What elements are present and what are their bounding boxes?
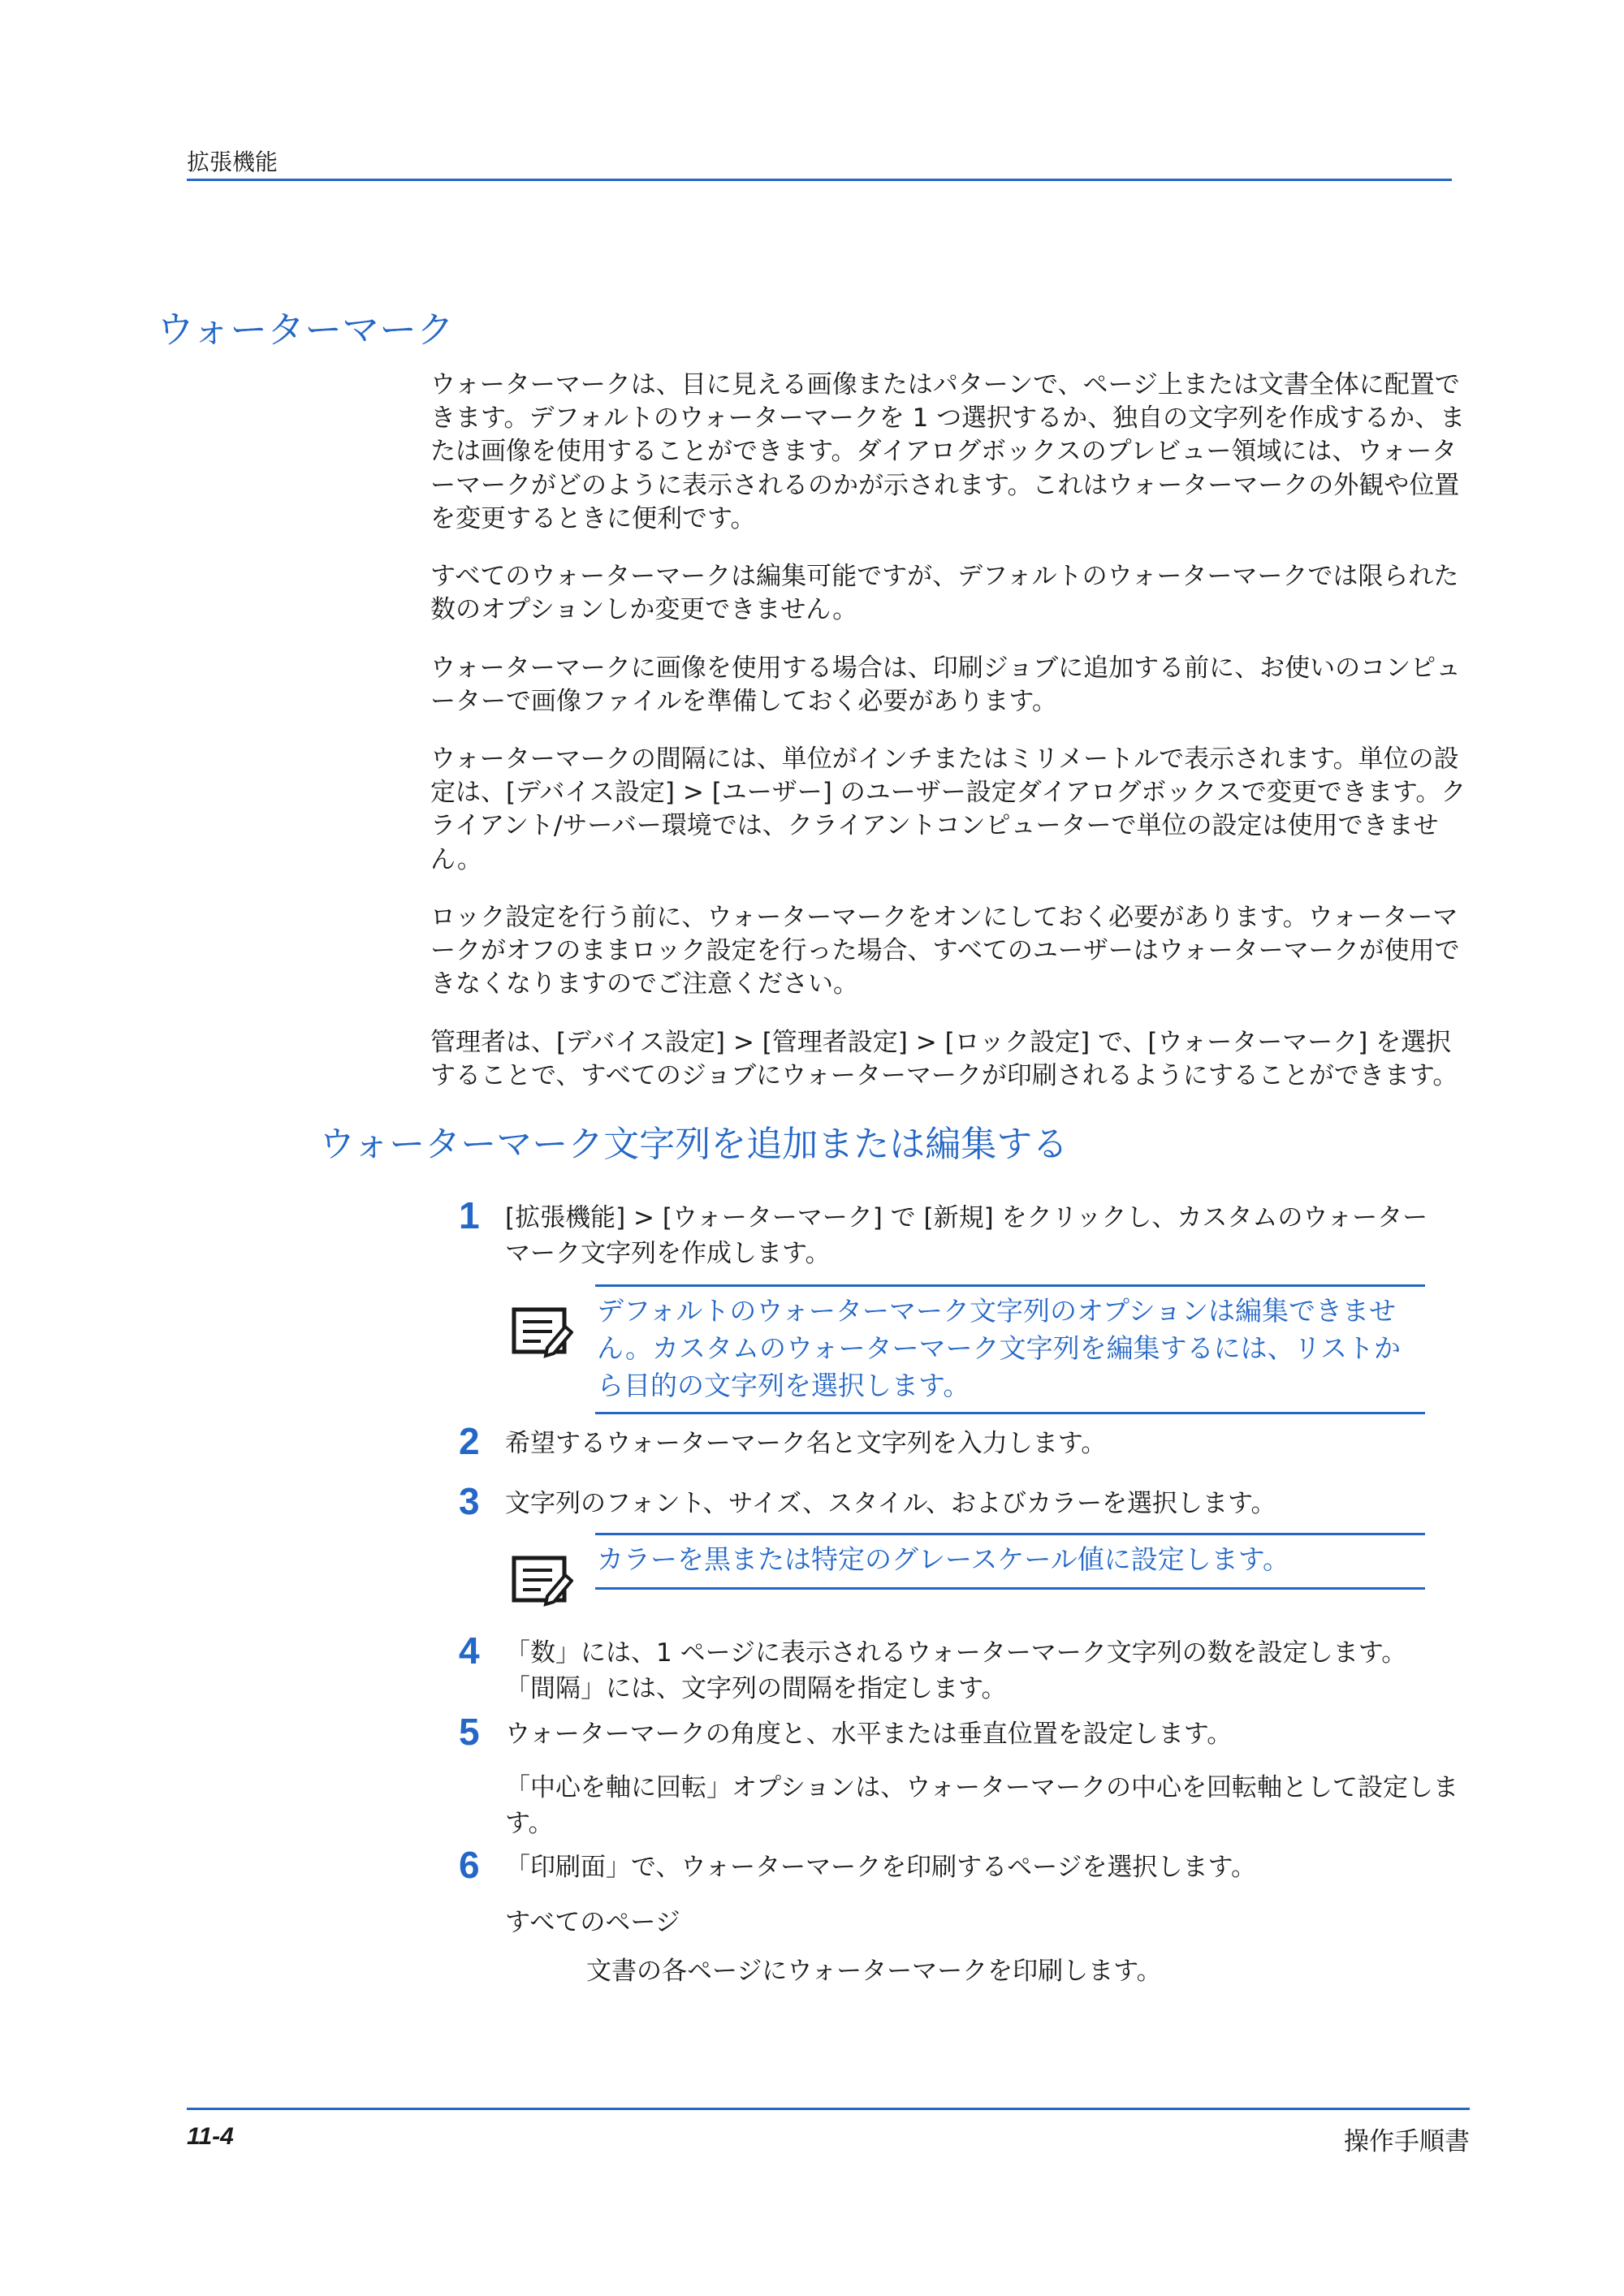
running-header: 拡張機能	[187, 149, 279, 175]
note-top-rule	[595, 1533, 1425, 1535]
note-block	[512, 1284, 1425, 1414]
step-text: 「数」には、1 ページに表示されるウォーターマーク文字列の数を設定します。「間隔」には、文字列の間隔を指定します。	[505, 1638, 1407, 1704]
step-number: 6	[459, 1844, 480, 1886]
step-text: 文字列のフォント、サイズ、スタイル、およびカラーを選択します。	[505, 1489, 1276, 1518]
option-description: 文書の各ページにウォーターマークを印刷します。	[586, 1957, 1162, 1986]
note-bottom-rule	[595, 1412, 1425, 1414]
footer-rule	[187, 2108, 1470, 2110]
step-number: 5	[459, 1711, 480, 1753]
note-bottom-rule	[595, 1587, 1425, 1590]
intro-paragraph: ロック設定を行う前に、ウォーターマークをオンにしておく必要があります。ウォーターマークがオフのままロック設定を行った場合、すべてのユーザーはウォーターマークが使用できなくなりますのでご注意ください。	[430, 902, 1460, 999]
note-pencil-icon	[512, 1302, 573, 1361]
step-number: 4	[459, 1629, 480, 1672]
step-text: ウォーターマークの角度と、水平または垂直位置を設定します。	[505, 1720, 1233, 1749]
note-text: カラーを黒または特定のグレースケール値に設定します。	[597, 1543, 1290, 1575]
intro-paragraph: ウォーターマークに画像を使用する場合は、印刷ジョブに追加する前に、お使いのコンピューターで画像ファイルを準備しておく必要があります。	[430, 653, 1462, 716]
section-title: ウォーターマーク	[157, 308, 455, 352]
subsection-title: ウォーターマーク文字列を追加または編集する	[319, 1124, 1069, 1165]
note-top-rule	[595, 1284, 1425, 1287]
note-pencil-icon	[512, 1551, 573, 1609]
option-label: すべてのページ	[505, 1908, 680, 1937]
note-block	[512, 1533, 1425, 1590]
intro-paragraph: ウォーターマークは、目に見える画像またはパターンで、ページ上または文書全体に配置できます。デフォルトのウォーターマークを 1 つ選択するか、独自の文字列を作成するか、または画像を使用することができます。ダイアログボックスのプレビュー領域には、ウォーターマークがどのように表示されるのかが示されます。これはウォーターマークの外観や位置を変更するときに便利です。	[430, 370, 1466, 533]
step-text: 「印刷面」で、ウォーターマークを印刷するページを選択します。	[505, 1853, 1257, 1882]
note-text: デフォルトのウォーターマーク文字列のオプションは編集できません。カスタムのウォーターマーク文字列を編集するには、リストから目的の文字列を選択します。	[597, 1295, 1401, 1402]
intro-paragraph: 管理者は、[デバイス設定] > [管理者設定] > [ロック設定] で、[ウォーターマーク] を選択することで、すべてのジョブにウォーターマークが印刷されるようにすることができます。	[430, 1027, 1458, 1090]
step-number: 3	[459, 1480, 480, 1522]
intro-body	[430, 369, 1470, 1117]
step-detail: 「中心を軸に回転」オプションは、ウォーターマークの中心を回転軸として設定します。	[505, 1773, 1458, 1839]
step-number: 2	[459, 1420, 480, 1462]
step-text: 希望するウォーターマーク名と文字列を入力します。	[505, 1429, 1107, 1458]
step-number: 1	[459, 1194, 480, 1236]
step-text: [拡張機能] > [ウォーターマーク] で [新規] をクリックし、カスタムのウォーターマーク文字列を作成します。	[505, 1203, 1428, 1269]
intro-paragraph: ウォーターマークの間隔には、単位がインチまたはミリメートルで表示されます。単位の設定は、[デバイス設定] > [ユーザー] のユーザー設定ダイアログボックスで変更できます。クライアント/サーバー環境では、クライアントコンピューターで単位の設定は使用できません。	[430, 744, 1466, 874]
page-number: 11-4	[187, 2123, 234, 2150]
header-rule	[187, 179, 1452, 181]
intro-paragraph: すべてのウォーターマークは編集可能ですが、デフォルトのウォーターマークでは限られた数のオプションしか変更できません。	[430, 562, 1459, 625]
footer-title: 操作手順書	[1344, 2127, 1470, 2156]
